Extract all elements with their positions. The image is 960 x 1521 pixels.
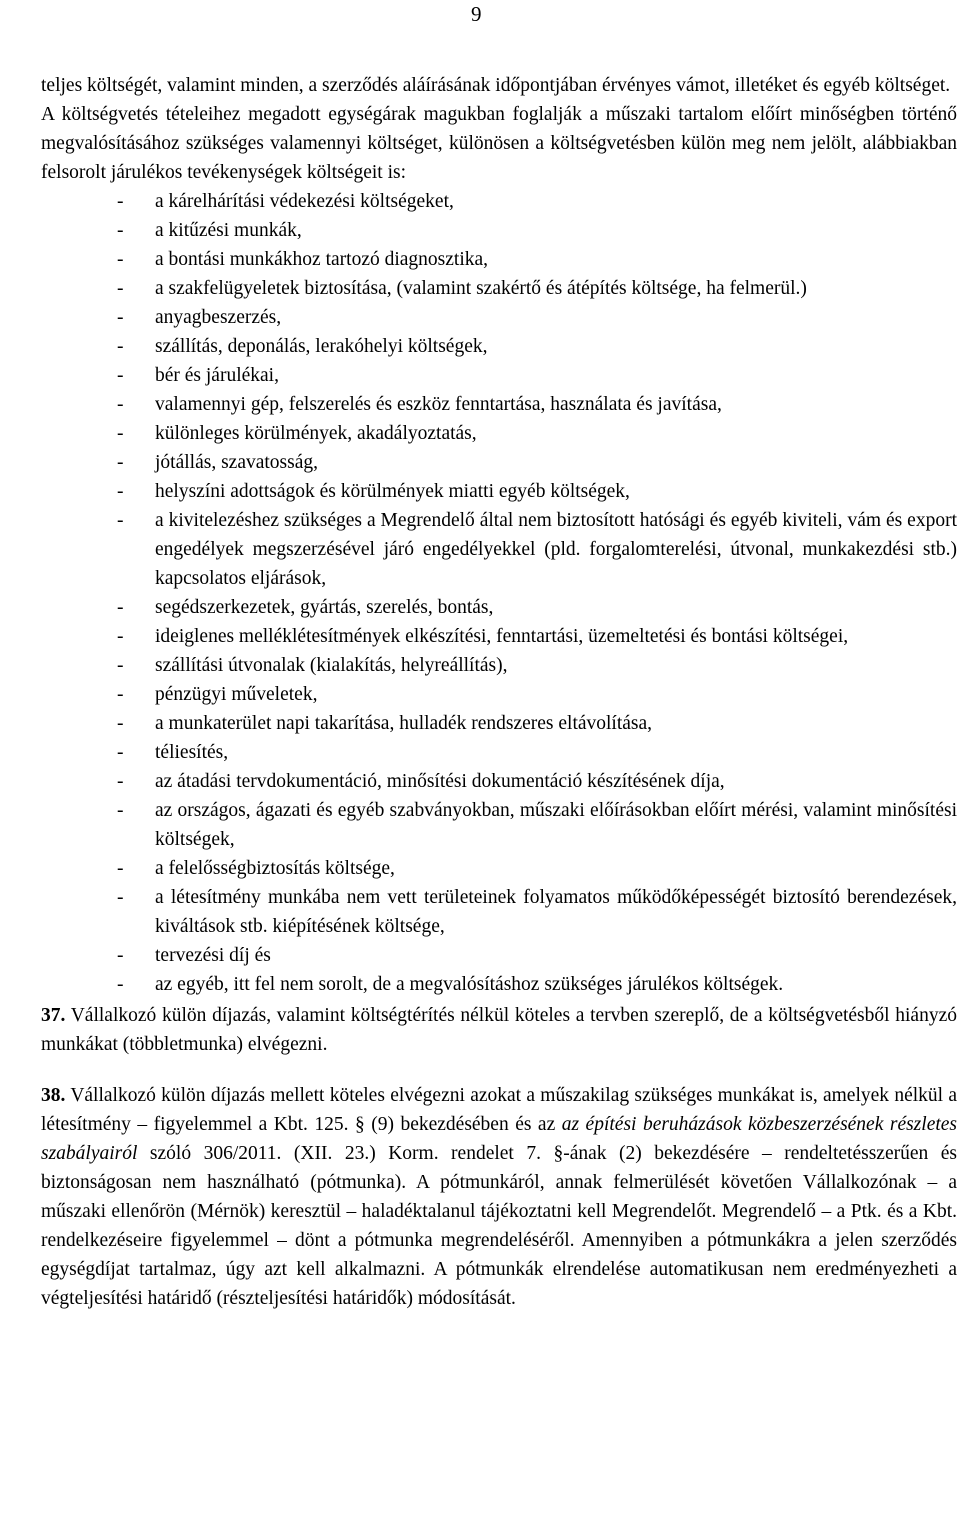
- bullet-marker: -: [117, 394, 124, 415]
- list-item-text: segédszerkezetek, gyártás, szerelés, bontás,: [155, 597, 494, 618]
- bullet-marker: -: [117, 945, 124, 966]
- list-item-text: a munkaterület napi takarítása, hulladék rendszeres eltávolítása,: [155, 713, 653, 734]
- bullet-marker: -: [117, 597, 124, 618]
- bullet-marker: -: [117, 626, 124, 647]
- list-item: [41, 883, 957, 941]
- bullet-marker: -: [117, 307, 124, 328]
- list-item-text: az országos, ágazati és egyéb szabványokban, műszaki előírásokban előírt mérési, valamint minősítési költségek,: [155, 800, 957, 850]
- bullet-marker: -: [117, 278, 124, 299]
- list-item: [41, 303, 957, 332]
- list-item: [41, 709, 957, 738]
- bullet-marker: -: [117, 800, 124, 821]
- list-item: [41, 361, 957, 390]
- clause-38: [41, 1081, 957, 1313]
- bullet-marker: -: [117, 365, 124, 386]
- bullet-marker: -: [117, 510, 124, 531]
- clause-38-number: 38.: [41, 1085, 66, 1106]
- intro-paragraph-continued: teljes költségét, valamint minden, a szerződés aláírásának időpontjában érvényes vámot, illetéket és egyéb költséget.: [41, 75, 951, 96]
- bullet-marker: -: [117, 655, 124, 676]
- list-item: [41, 332, 957, 361]
- list-item-text: téliesítés,: [155, 742, 229, 763]
- list-item-text: az átadási tervdokumentáció, minősítési dokumentáció készítésének díja,: [155, 771, 725, 792]
- list-item-text: pénzügyi műveletek,: [155, 684, 318, 705]
- clause-37-number: 37.: [41, 1005, 66, 1026]
- list-item-text: a szakfelügyeletek biztosítása, (valamint szakértő és átépítés költsége, ha felmerül.): [155, 278, 807, 299]
- clause-37: [41, 1001, 957, 1059]
- list-item: [41, 448, 957, 477]
- list-item-text: szállítási útvonalak (kialakítás, helyreállítás),: [155, 655, 508, 676]
- page-number: 9: [471, 2, 482, 26]
- list-item: [41, 854, 957, 883]
- clause-38-text: Vállalkozó külön díjazás mellett köteles elvégezni azokat a műszakilag szükséges munkákat is, amelyek nélkül a létesítmény – figyelemmel a Kbt. 125. § (9) bekezdésében és az: [41, 1085, 957, 1135]
- list-item-text: bér és járulékai,: [155, 365, 279, 386]
- list-item: [41, 738, 957, 767]
- list-item: [41, 622, 957, 651]
- list-item: [41, 216, 957, 245]
- list-item-text: jótállás, szavatosság,: [155, 452, 318, 473]
- list-item: [41, 274, 957, 303]
- clause-37-text: Vállalkozó külön díjazás, valamint költségtérítés nélkül köteles a tervben szereplő, de a költségvetésből hiányzó munkákat (többletmunka) elvégezni.: [41, 1005, 957, 1055]
- bullet-marker: -: [117, 220, 124, 241]
- bullet-marker: -: [117, 974, 124, 995]
- list-item: [41, 796, 957, 854]
- clause-38-regulation-title: az építési beruházások közbeszerzésének részletes szabályairól: [41, 1114, 958, 1164]
- list-item: [41, 506, 957, 593]
- bullet-marker: -: [117, 887, 124, 908]
- list-item-text: valamennyi gép, felszerelés és eszköz fenntartása, használata és javítása,: [155, 394, 722, 415]
- list-item-text: különleges körülmények, akadályoztatás,: [155, 423, 477, 444]
- bullet-marker: -: [117, 191, 124, 212]
- bullet-marker: -: [117, 742, 124, 763]
- list-item-text: a kivitelezéshez szükséges a Megrendelő által nem biztosított hatósági és egyéb kiviteli, vám és export engedélyek megszerzésével járó engedélyekkel (pld. forgalomterelési, útvonal, munkakezdési stb.) kapcsolatos eljárások,: [155, 510, 957, 589]
- list-item: [41, 477, 957, 506]
- clause-38-text-continued: szóló 306/2011. (XII. 23.) Korm. rendelet 7. §-ának (2) bekezdésére – rendeltetésszerűen és biztonságosan nem használható (pótmunka). A pótmunkáról, annak felmerülését követően Vállalkozónak – a műszaki ellenőrön (Mérnök) keresztül – haladéktalanul tájékoztatni kell Megrendelőt. Megrendelő – a Ptk. és a Kbt. rendelkezéseire figyelemmel – dönt a pótmunka megrendeléséről. Amennyiben a pótmunkákra a jelen szerződés egységdíjat tartalmaz, úgy azt kell alkalmazni. A pótmunkák elrendelése automatikusan nem eredményezheti a végteljesítési határidő (részteljesítési határidők) módosítását.: [41, 1143, 957, 1309]
- list-item-text: a kárelhárítási védekezési költségeket,: [155, 191, 454, 212]
- bullet-marker: -: [117, 423, 124, 444]
- list-item-text: a létesítmény munkába nem vett területeinek folyamatos működőképességét biztosító berendezések, kiváltások stb. kiépítésének költsége,: [155, 887, 957, 937]
- bullet-marker: -: [117, 481, 124, 502]
- list-item: [41, 970, 957, 999]
- bullet-marker: -: [117, 771, 124, 792]
- bullet-marker: -: [117, 713, 124, 734]
- list-item-text: a felelősségbiztosítás költsége,: [155, 858, 395, 879]
- list-item: [41, 187, 957, 216]
- list-item-text: az egyéb, itt fel nem sorolt, de a megvalósításhoz szükséges járulékos költségek.: [155, 974, 784, 995]
- list-item-text: tervezési díj és: [155, 945, 271, 966]
- list-item: [41, 390, 957, 419]
- bullet-marker: -: [117, 249, 124, 270]
- document-body: [41, 71, 957, 1313]
- bullet-marker: -: [117, 336, 124, 357]
- list-item: [41, 767, 957, 796]
- cost-items-list: [41, 187, 957, 999]
- list-item-text: ideiglenes melléklétesítmények elkészítési, fenntartási, üzemeltetési és bontási költségei,: [155, 626, 849, 647]
- bullet-marker: -: [117, 452, 124, 473]
- list-item: [41, 651, 957, 680]
- list-item-text: a bontási munkákhoz tartozó diagnosztika,: [155, 249, 489, 270]
- list-item-text: anyagbeszerzés,: [155, 307, 282, 328]
- list-item: [41, 419, 957, 448]
- bullet-marker: -: [117, 684, 124, 705]
- list-item: [41, 941, 957, 970]
- list-item: [41, 593, 957, 622]
- list-item-text: a kitűzési munkák,: [155, 220, 302, 241]
- list-item-text: szállítás, deponálás, lerakóhelyi költségek,: [155, 336, 488, 357]
- intro-paragraph: A költségvetés tételeihez megadott egységárak magukban foglalják a műszaki tartalom előírt minőségben történő megvalósításához szükséges valamennyi költséget, különösen a költségvetésben külön meg nem jelölt, alábbiakban felsorolt járulékos tevékenységek költségeit is:: [41, 104, 957, 183]
- bullet-marker: -: [117, 858, 124, 879]
- list-item-text: helyszíni adottságok és körülmények miatti egyéb költségek,: [155, 481, 630, 502]
- list-item: [41, 245, 957, 274]
- list-item: [41, 680, 957, 709]
